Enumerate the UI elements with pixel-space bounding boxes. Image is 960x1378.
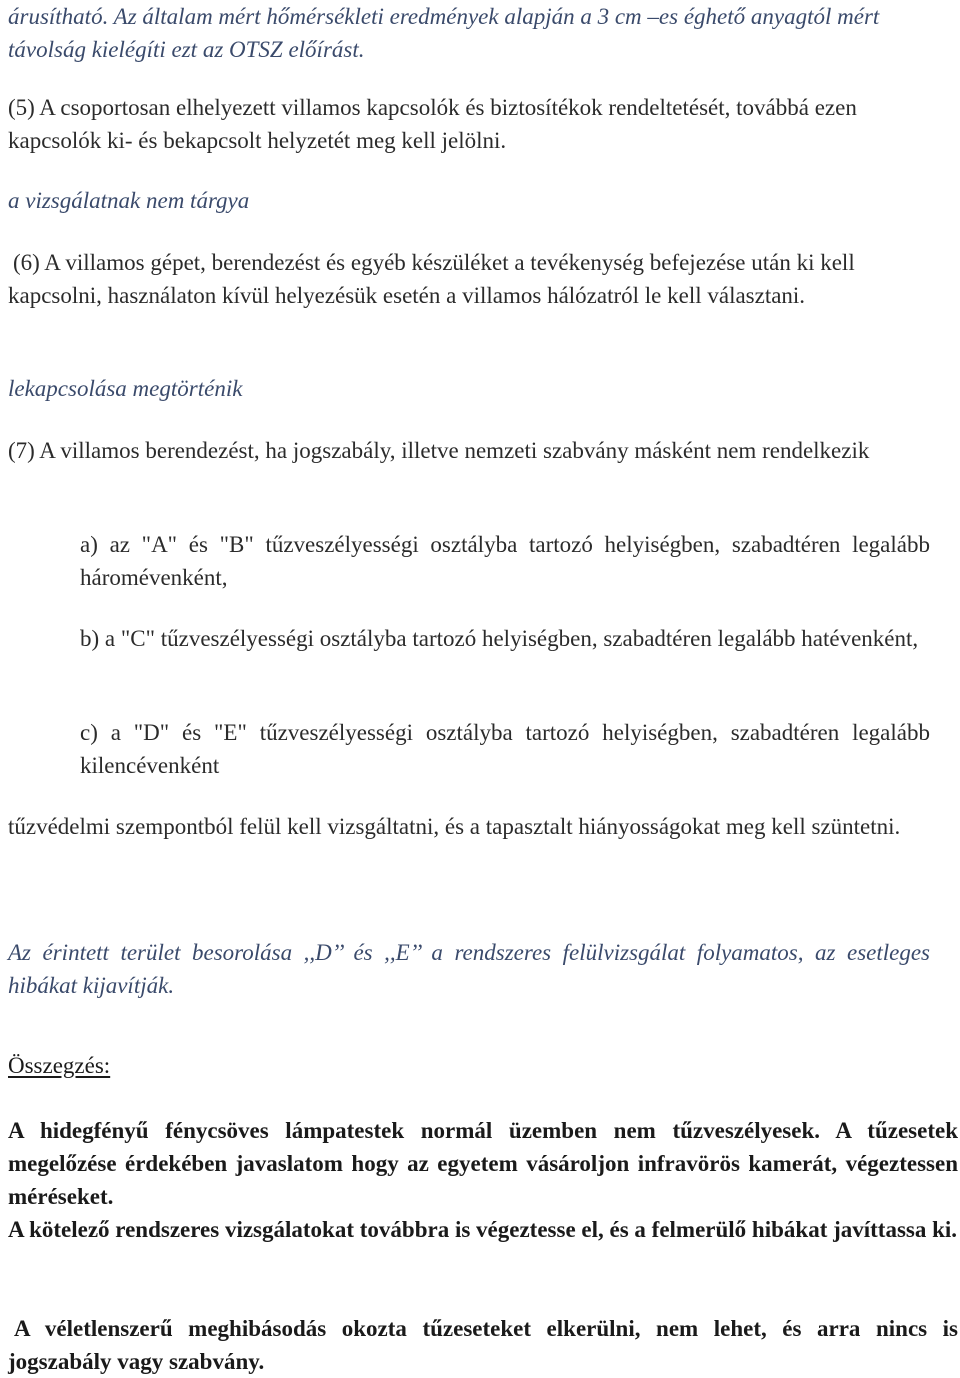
paragraph-6: (6) A villamos gépet, berendezést és egyéb készüléket a tevékenység befejezése után ki kell kapcsolni, használaton kívül helyezésük esetén a villamos hálózatról le kell választani.	[8, 250, 855, 308]
summary-paragraph-2: A kötelező rendszeres vizsgálatokat továbbra is végeztesse el, és a felmerülő hibákat javíttassa ki.	[8, 1217, 958, 1242]
list-item-c: c) a "D" és "E" tűzveszélyességi osztályba tartozó helyiségben, szabadtéren legalább kilencévenként	[80, 720, 930, 778]
paragraph-7-conclusion: tűzvédelmi szempontból felül kell vizsgáltatni, és a tapasztalt hiányosságokat meg kell szüntetni.	[8, 814, 901, 839]
paragraph-7: (7) A villamos berendezést, ha jogszabály, illetve nemzeti szabvány másként nem rendelkezik	[8, 438, 870, 463]
intro-paragraph: árusítható. Az általam mért hőmérsékleti eredmények alapján a 3 cm –es éghető anyagtól mért távolság kielégíti ezt az OTSZ előírást.	[8, 4, 880, 62]
note-switched-off: lekapcsolása megtörténik	[8, 376, 243, 401]
list-item-a: a) az "A" és "B" tűzveszélyességi osztályba tartozó helyiségben, szabadtéren legalább háromévenként,	[80, 532, 930, 590]
summary-paragraph-1: A hidegfényű fénycsöves lámpatestek normál üzemben nem tűzveszélyesek. A tűzesetek megelőzése érdekében javaslatom hogy az egyetem vásároljon infravörös kamerát, végeztessen méréseket.	[8, 1118, 958, 1209]
note-not-subject: a vizsgálatnak nem tárgya	[8, 188, 250, 213]
list-item-b: b) a "C" tűzveszélyességi osztályba tartozó helyiségben, szabadtéren legalább hatévenként,	[80, 626, 919, 651]
summary-paragraph-3: A véletlenszerű meghibásodás okozta tűzeseteket elkerülni, nem lehet, és arra nincs is jogszabály vagy szabvány.	[8, 1316, 958, 1374]
note-area-classification: Az érintett terület besorolása ,,D’’ és ,,E’’ a rendszeres felülvizsgálat folyamatos, az esetleges hibákat kijavítják.	[8, 940, 930, 998]
paragraph-5: (5) A csoportosan elhelyezett villamos kapcsolók és biztosítékok rendeltetését, továbbá ezen kapcsolók ki- és bekapcsolt helyzetét meg kell jelölni.	[8, 95, 857, 153]
summary-heading: Összegzés:	[8, 1053, 111, 1078]
